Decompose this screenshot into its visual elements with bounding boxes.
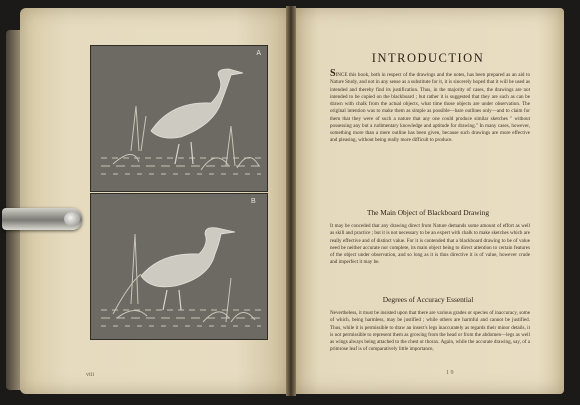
plate-b-egret-illustration <box>90 193 268 340</box>
intro-paragraph-text: INCE this book, both in respect of the drawings and the notes, has been prepared as an aid to Nature Study, and not in any sense as a substitute for it, it is sincerely hoped that it will be used as intended and thereby find its justification. Thus, in the majority of cases, the drawings are not intended to be copied on the blackboard ; but rather it is suggested that they are such as can be drawn with chalk from the actual objects, what time those objects are under observation. The original intention was to make them as simple as possible—bare outlines only—and to claim for them that they were of such a nature that any one could produce similar sketches " without possessing any but a rudimentary knowledge and aptitude for drawing." In many cases, however, something more than a mere outline has been given, because such drawings are more effective and pleasing, without being really more difficult to produce. <box>330 72 530 144</box>
section-heading-main-object: The Main Object of Blackboard Drawing <box>366 208 490 217</box>
right-page-number: 1 9 <box>446 370 454 376</box>
egret-drawing-a <box>91 46 267 191</box>
book-gutter <box>286 6 296 396</box>
plate-label-b: B <box>251 198 256 205</box>
clasp-knob <box>64 212 80 226</box>
drop-cap: S <box>330 68 336 79</box>
egret-drawing-b <box>91 194 267 339</box>
accuracy-paragraph: Nevertheless, it must be insisted upon that there are various grades or species of inaccuracy, some of which, being harmless, may be justified ; while others are harmful and cannot be justified. Thus, while it is permissible to draw an insect's legs inaccurately as regards their minor details, it is not permissible to represent them as growing from the head or from the abdomen—legs as well as wings always being attached to the chest or thorax. Again, while the accurate drawing, say, of a primrose leaf is of comparatively little importance, <box>330 310 530 353</box>
plate-a-egret-illustration <box>90 45 268 192</box>
left-page-number: viii <box>86 372 95 378</box>
page-title: INTRODUCTION <box>371 51 485 65</box>
main-object-paragraph: It may be conceded that any drawing direct from Nature demands some amount of effort as well as skill and practice ; but it is not necessary to be an expert with chalk to make sketches which are really effective and of distinct value. For it is contended that a blackboard drawing to be of value need be neither accurate nor complete, its main object being to direct attention to certain features of the object under observation, and so long as it is thus directive it is of value, however crude and imperfect it may be. <box>330 223 530 266</box>
intro-paragraph <box>330 70 530 145</box>
plate-label-a: A <box>256 50 261 57</box>
section-heading-accuracy: Degrees of Accuracy Essential <box>382 295 474 304</box>
